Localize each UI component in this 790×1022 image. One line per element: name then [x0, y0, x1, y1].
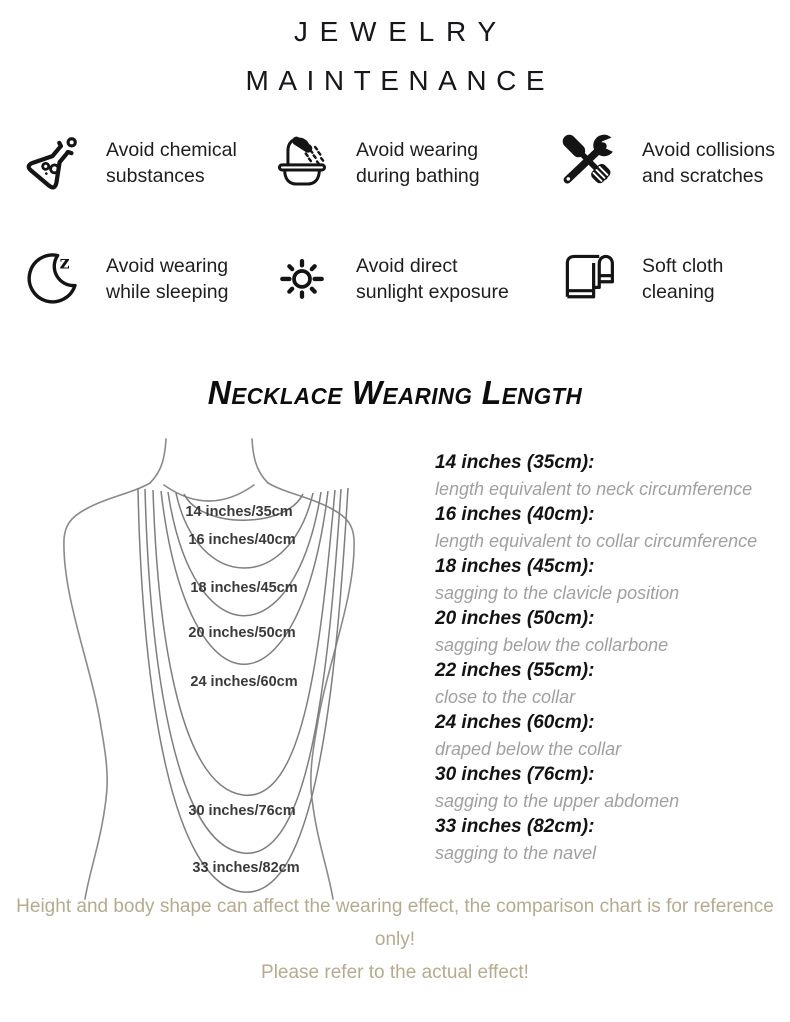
section-heading: Necklace Wearing Length	[207, 374, 583, 411]
list-item	[435, 606, 780, 658]
length-size: 14 inches (35cm):	[435, 452, 595, 473]
label-33in: 33 inches/82cm	[192, 860, 300, 876]
label-18in: 18 inches/45cm	[190, 580, 298, 596]
length-size: 24 inches (60cm):	[435, 712, 595, 733]
length-desc: sagging to the upper abdomen	[435, 791, 680, 811]
list-item	[435, 814, 780, 866]
tip-label: Avoid direct sunlight exposure	[356, 255, 509, 303]
length-desc: sagging below the collarbone	[435, 635, 669, 655]
necklace-length-diagram	[38, 437, 440, 907]
necklace-labels	[185, 504, 299, 876]
list-item	[435, 502, 780, 554]
length-size: 33 inches (82cm):	[435, 816, 595, 837]
tip-label: Avoid collisions and scratches	[642, 139, 775, 187]
footer-line1: Height and body shape can affect the wearing effect, the comparison chart is for reference only!	[16, 896, 774, 950]
list-item	[435, 658, 780, 710]
label-14in: 14 inches/35cm	[185, 504, 293, 520]
list-item	[435, 762, 780, 814]
label-20in: 20 inches/50cm	[188, 625, 296, 641]
length-size: 22 inches (55cm):	[435, 660, 595, 681]
length-desc: close to the collar	[435, 687, 576, 707]
length-desc: length equivalent to collar circumference	[435, 531, 758, 551]
label-24in: 24 inches/60cm	[190, 674, 298, 690]
maintenance-tips	[22, 132, 778, 308]
title-line2: MAINTENANCE	[245, 65, 555, 96]
length-list	[435, 450, 780, 866]
tools-icon	[558, 132, 618, 192]
list-item	[435, 554, 780, 606]
length-size: 20 inches (50cm):	[435, 608, 595, 629]
shower-icon	[272, 132, 332, 192]
length-desc: sagging to the navel	[435, 843, 597, 863]
sun-icon	[272, 248, 332, 308]
tip-label: Avoid chemical substances	[106, 139, 237, 187]
footer-note	[0, 890, 790, 989]
tip-label: Avoid wearing while sleeping	[106, 255, 229, 303]
length-size: 16 inches (40cm):	[435, 504, 595, 525]
label-30in: 30 inches/76cm	[188, 803, 296, 819]
label-16in: 16 inches/40cm	[188, 532, 296, 548]
length-desc: sagging to the clavicle position	[435, 583, 680, 603]
tip-label: Soft cloth cleaning	[642, 255, 724, 303]
tip-sleeping	[22, 248, 272, 308]
length-desc: draped below the collar	[435, 739, 622, 759]
length-desc: length equivalent to neck circumference	[435, 479, 753, 499]
svg-text:z: z	[59, 252, 70, 274]
list-item	[435, 710, 780, 762]
footer-line2: Please refer to the actual effect!	[261, 962, 529, 983]
tip-label: Avoid wearing during bathing	[356, 139, 480, 187]
length-size: 30 inches (76cm):	[435, 764, 595, 785]
tip-chemical	[22, 132, 272, 192]
tip-collisions	[558, 132, 778, 192]
moon-icon	[22, 248, 82, 308]
length-size: 18 inches (45cm):	[435, 556, 595, 577]
towel-icon	[558, 248, 618, 308]
page-title	[0, 16, 790, 97]
flask-icon	[22, 132, 82, 192]
list-item	[435, 450, 780, 502]
necklace-curves	[138, 488, 348, 892]
tip-bathing	[272, 132, 558, 192]
title-line1: JEWELRY	[293, 16, 508, 47]
tip-cleaning	[558, 248, 778, 308]
tip-sunlight	[272, 248, 558, 308]
